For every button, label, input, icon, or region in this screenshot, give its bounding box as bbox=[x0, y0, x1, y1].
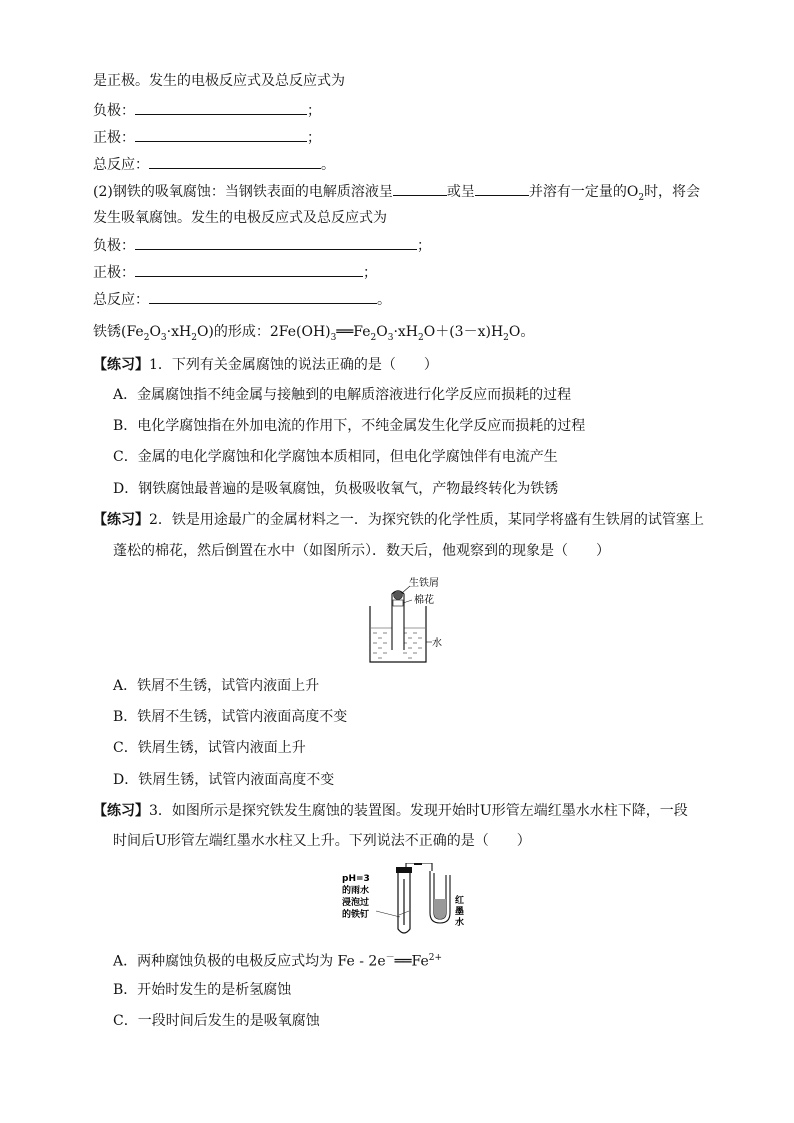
figure-label: 墨 bbox=[455, 907, 465, 917]
figure-label-iron: 生铁屑 bbox=[409, 578, 439, 589]
figure-label: 浸泡过 bbox=[342, 898, 370, 908]
oxygen-total-line: 总反应： 。 bbox=[93, 289, 391, 310]
exercise-3-stem-2: 时间后U形管左端红墨水水柱又上升。下列说法不正确的是（ ） bbox=[113, 833, 531, 849]
answer-blank[interactable] bbox=[135, 100, 307, 115]
exercise-2-stem: 【练习】2．铁是用途最广的金属材料之一．为探究铁的化学性质，某同学将盛有生铁屑的试管塞上 bbox=[93, 512, 704, 528]
exercise-3-option-a[interactable]: A．两种腐蚀负极的电极反应式均为 Fe - $2e^-══Fe^{2+}$ bbox=[113, 953, 443, 970]
answer-blank[interactable] bbox=[135, 127, 307, 142]
exercise-3-option-b[interactable]: B．开始时发生的是析氢腐蚀 bbox=[113, 982, 292, 998]
oxygen-positive-line: 正极： ； bbox=[93, 262, 377, 283]
exercise-tag: 【练习】 bbox=[93, 803, 149, 819]
exercise-1-stem: 【练习】1．下列有关金属腐蚀的说法正确的是（ ） bbox=[93, 357, 438, 373]
label: 负极： bbox=[93, 103, 135, 119]
exercise-3-option-c[interactable]: C．一段时间后发生的是吸氧腐蚀 bbox=[113, 1013, 320, 1029]
oxygen-intro-line-2: 发生吸氧腐蚀。发生的电极反应式及总反应式为 bbox=[93, 210, 387, 226]
figure-label: 的雨水 bbox=[342, 886, 370, 896]
hydrogen-negative-line: 负极： ； bbox=[93, 100, 321, 121]
hydrogen-positive-line: 正极： ； bbox=[93, 127, 321, 148]
answer-blank[interactable] bbox=[135, 262, 363, 277]
answer-blank[interactable] bbox=[135, 235, 417, 250]
exercise-tag: 【练习】 bbox=[93, 357, 149, 373]
exercise-1-option-b[interactable]: B．电化学腐蚀指在外加电流的作用下，不纯金属发生化学反应而损耗的过程 bbox=[113, 418, 586, 434]
oxygen-intro-line: (2)钢铁的吸氧腐蚀：当钢铁表面的电解质溶液呈 或呈 并溶有一定量的$O_2$时，将会 bbox=[93, 181, 700, 208]
exercise-2-option-d[interactable]: D．铁屑生锈，试管内液面高度不变 bbox=[113, 772, 335, 788]
exercise-1-option-a[interactable]: A．金属腐蚀指不纯金属与接触到的电解质溶液进行化学反应而损耗的过程 bbox=[113, 387, 572, 403]
exercise-2-stem-2: 蓬松的棉花，然后倒置在水中（如图所示）．数天后，他观察到的现象是（ ） bbox=[113, 543, 610, 559]
answer-blank[interactable] bbox=[149, 154, 321, 169]
figure-label: 水 bbox=[455, 918, 465, 928]
figure-label-water: 水 bbox=[432, 638, 442, 649]
answer-blank[interactable] bbox=[149, 289, 377, 304]
exercise-tag: 【练习】 bbox=[93, 512, 149, 528]
exercise-2-option-c[interactable]: C．铁屑生锈，试管内液面上升 bbox=[113, 740, 306, 756]
iron-filings-test-tube-figure bbox=[360, 576, 450, 666]
oxygen-negative-line: 负极： ； bbox=[93, 235, 431, 256]
figure-label: pH=3 bbox=[342, 874, 370, 884]
iron-nail-u-tube-figure bbox=[340, 863, 470, 943]
figure-label: 的铁钉 bbox=[342, 910, 370, 920]
exercise-2-option-b[interactable]: B．铁屑不生锈，试管内液面高度不变 bbox=[113, 709, 348, 725]
figure-label: 红 bbox=[455, 896, 465, 906]
exercise-1-option-d[interactable]: D．钢铁腐蚀最普遍的是吸氧腐蚀，负极吸收氧气，产物最终转化为铁锈 bbox=[113, 481, 559, 497]
exercise-3-stem: 【练习】3．如图所示是探究铁发生腐蚀的装置图。发现开始时U形管左端红墨水水柱下降，一段 bbox=[93, 803, 688, 819]
answer-blank[interactable] bbox=[393, 181, 447, 196]
rust-formation-line: 铁锈$(Fe_2O_3\cdot xH_2O)$的形成：$2Fe(OH)_3══Fe_2O_3\cdot xH_2O+(3-x)H_2O$。 bbox=[93, 324, 535, 343]
figure-label-cotton: 棉花 bbox=[414, 595, 434, 606]
hydrogen-total-line: 总反应： 。 bbox=[93, 154, 335, 175]
intro-line: 是正极。发生的电极反应式及总反应式为 bbox=[93, 73, 345, 89]
answer-blank[interactable] bbox=[475, 181, 529, 196]
exercise-2-option-a[interactable]: A．铁屑不生锈，试管内液面上升 bbox=[113, 678, 320, 694]
exercise-1-option-c[interactable]: C．金属的电化学腐蚀和化学腐蚀本质相同，但电化学腐蚀伴有电流产生 bbox=[113, 449, 558, 465]
